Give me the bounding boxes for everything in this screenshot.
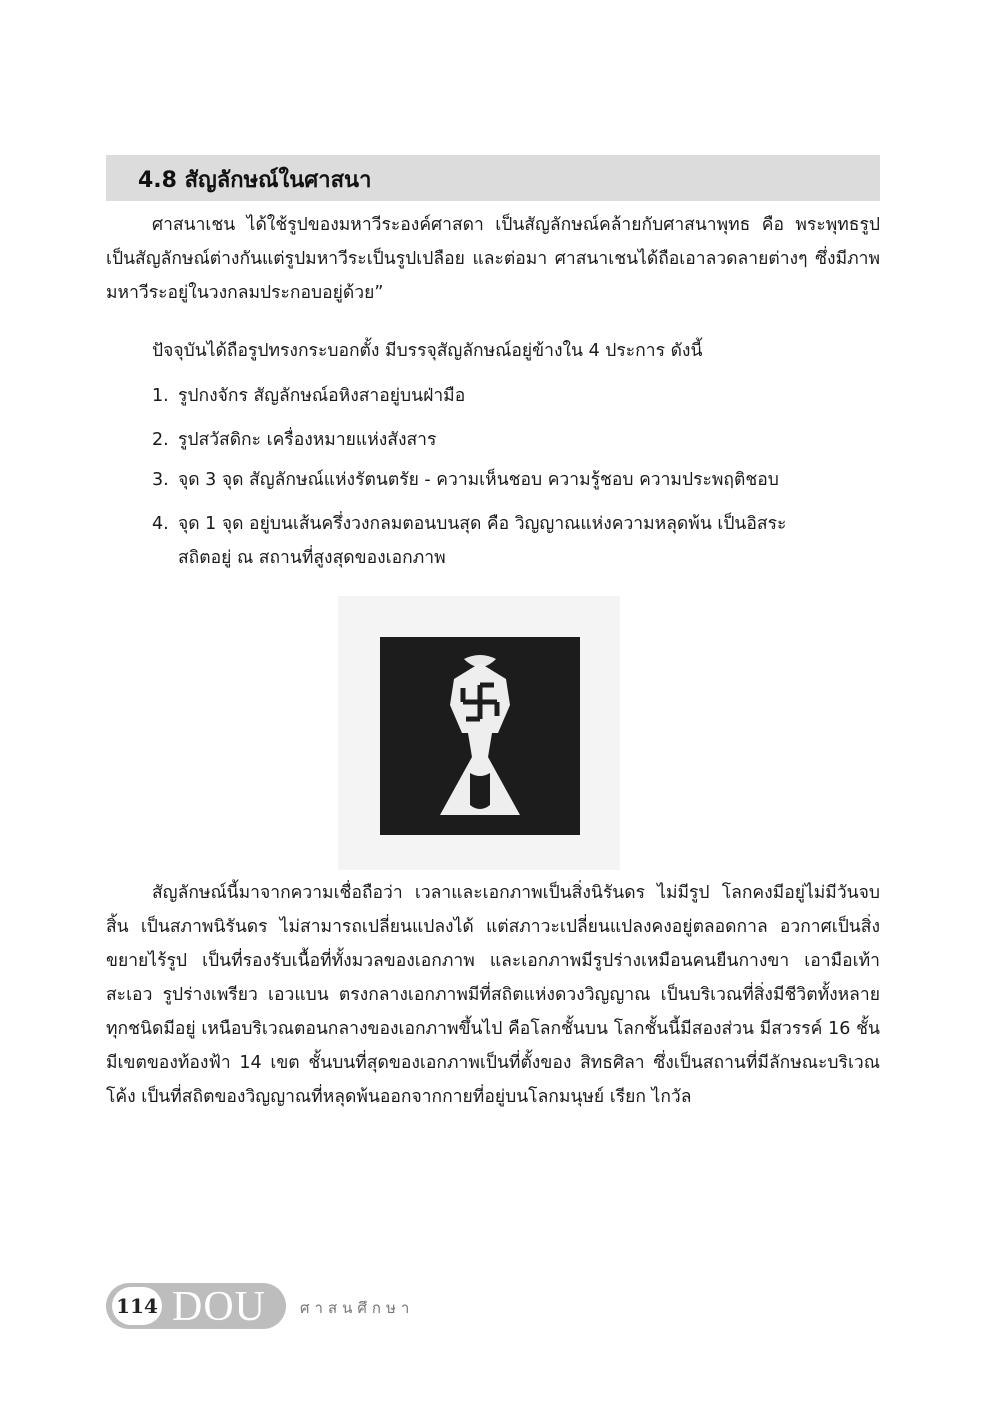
list-text-continued: สถิตอยู่ ณ สถานที่สูงสุดของเอกภาพ xyxy=(178,548,446,568)
list-text: รูปสวัสดิกะ เครื่องหมายแห่งสังสาร xyxy=(178,430,437,450)
list-text: รูปกงจักร สัญลักษณ์อหิงสาอยู่บนฝ่ามือ xyxy=(178,386,466,406)
list-intro: ปัจจุบันได้ถือรูปทรงกระบอกตั้ง มีบรรจุสัญลักษณ์อยู่ข้างใน 4 ประการ ดังนี้ xyxy=(152,341,703,361)
jain-symbol-icon xyxy=(380,637,580,835)
list-item xyxy=(152,507,880,575)
intro-paragraph: ศาสนาเชน ได้ใช้รูปของมหาวีระองค์ศาสดา เป็นสัญลักษณ์คล้ายกับศาสนาพุทธ คือ พระพุทธรูป เป็นสัญลักษณ์ต่างกันแต่รูปมหาวีระเป็นรูปเปลือย และต่อมา ศาสนาเชนได้ถือเอาลวดลายต่างๆ ซึ่งมีภาพมหาวีระอยู่ในวงกลมประกอบอยู่ด้วย” xyxy=(106,215,880,303)
list-text: จุด 1 จุด อยู่บนเส้นครึ่งวงกลมตอนบนสุด คือ วิญญาณแห่งความหลุดพ้น เป็นอิสระ xyxy=(178,514,787,534)
footer-brand: DOU xyxy=(172,1284,266,1330)
list-item xyxy=(152,379,880,413)
body-paragraph: สัญลักษณ์นี้มาจากความเชื่อถือว่า เวลาและเอกภาพเป็นสิ่งนิรันดร ไม่มีรูป โลกคงมีอยู่ไม่มีวันจบสิ้น เป็นสภาพนิรันดร ไม่สามารถเปลี่ยนแปลงได้ แต่สภาวะเปลี่ยนแปลงคงอยู่ตลอดกาล อวกาศเป็นสิ่งขยายไร้รูป เป็นที่รองรับเนื้อที่ทั้งมวลของเอกภาพ และเอกภาพมีรูปร่างเหมือนคนยืนกางขา เอามือเท้าสะเอว รูปร่างเพรียว เอวแบน ตรงกลางเอกภาพมีที่สถิตแห่งดวงวิญญาณ เป็นบริเวณที่สิ่งมีชีวิตทั้งหลายทุกชนิดมีอยู่ เหนือบริเวณตอนกลางของเอกภาพขึ้นไป คือโลกชั้นบน โลกชั้นนี้มีสองส่วน มีสวรรค์ 16 ชั้น มีเขตของท้องฟ้า 14 เขต ชั้นบนที่สุดของเอกภาพเป็นที่ตั้งของ สิทธศิลา ซึ่งเป็นสถานที่มีลักษณะบริเวณโค้ง เป็นที่สถิตของวิญญาณที่หลุดพ้นออกจากกายที่อยู่บนโลกมนุษย์ เรียก ไกวัล xyxy=(106,883,880,1107)
list-number: 4. xyxy=(152,514,169,534)
footer-subject: ศาสนศึกษา xyxy=(300,1299,415,1317)
list-item xyxy=(152,423,880,457)
list-number: 2. xyxy=(152,430,169,450)
section-title: 4.8 สัญลักษณ์ในศาสนา xyxy=(138,168,372,193)
page-number: 114 xyxy=(112,1287,162,1325)
list-number: 1. xyxy=(152,386,169,406)
list-text: จุด 3 จุด สัญลักษณ์แห่งรัตนตรัย - ความเห็นชอบ ความรู้ชอบ ความประพฤติชอบ xyxy=(178,470,779,490)
list-number: 3. xyxy=(152,470,169,490)
list-item xyxy=(152,463,880,497)
